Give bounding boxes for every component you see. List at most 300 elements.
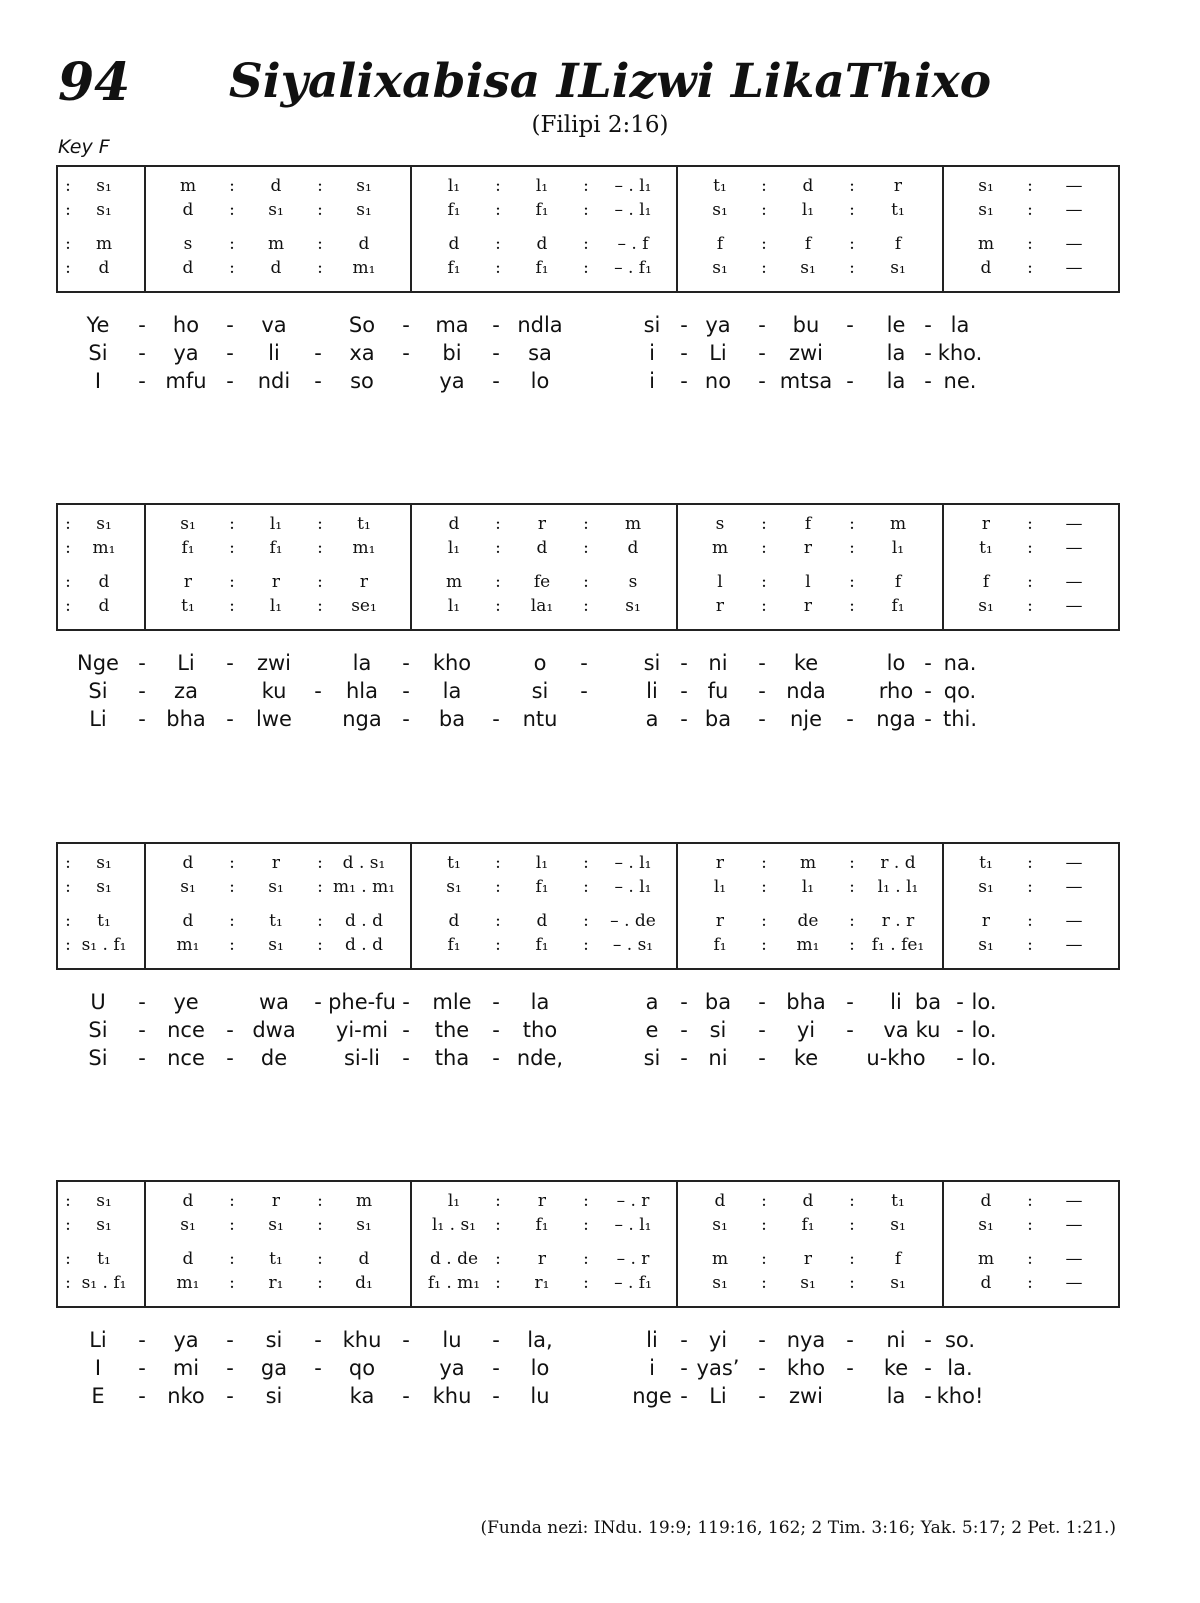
solfa-note: f₁ [535, 935, 549, 955]
beat-separator: : [317, 234, 323, 254]
beat-separator: : [1027, 853, 1033, 873]
lyric-syllable: phe-fu [328, 990, 396, 1014]
beat-separator: : [583, 538, 589, 558]
beat-separator: : [583, 200, 589, 220]
beat-separator: : [65, 514, 71, 534]
syllable-hyphen: - [402, 990, 410, 1014]
lyric-syllable: ku [915, 1018, 941, 1042]
lyric-syllable: lu [530, 1384, 550, 1408]
beat-separator: : [317, 877, 323, 897]
music-system [56, 1180, 1118, 1414]
lyric-line [56, 1044, 1116, 1072]
music-system [56, 842, 1118, 1076]
solfa-note: f [982, 572, 990, 592]
solfa-note: f₁ [801, 1215, 815, 1235]
solfa-note: l₁ [713, 877, 727, 897]
solfa-note: d [358, 1249, 370, 1269]
solfa-note: s₁ [180, 1215, 196, 1235]
lyric-syllable: nge [632, 1384, 672, 1408]
lyric-syllable: si-li [343, 1046, 381, 1070]
beat-separator: : [849, 877, 855, 897]
beat-separator: : [583, 1273, 589, 1293]
beat-separator: : [1027, 234, 1033, 254]
syllable-hyphen: - [402, 341, 410, 365]
lyric-syllable: Si [88, 1046, 108, 1070]
beat-separator: : [317, 596, 323, 616]
solfa-note: s₁ [446, 877, 462, 897]
syllable-hyphen: - [924, 1384, 932, 1408]
syllable-hyphen: - [314, 679, 322, 703]
syllable-hyphen: - [758, 679, 766, 703]
lyric-syllable: le [886, 313, 906, 337]
lyric-syllable: yas’ [696, 1356, 740, 1380]
beat-separator: : [761, 596, 767, 616]
beat-separator: : [65, 935, 71, 955]
lyric-line [56, 311, 1116, 339]
solfa-note: s [628, 572, 638, 592]
syllable-hyphen: - [758, 341, 766, 365]
beat-separator: : [65, 911, 71, 931]
lyric-syllable: ya [439, 1356, 465, 1380]
solfa-note: d . d [345, 935, 383, 955]
syllable-hyphen: - [758, 1356, 766, 1380]
solfa-note: l [717, 572, 723, 592]
syllable-hyphen: - [758, 651, 766, 675]
lyric-syllable: li [646, 679, 658, 703]
solfa-note: d [714, 1191, 726, 1211]
lyric-syllable: si [643, 1046, 661, 1070]
solfa-note: s₁ [268, 877, 284, 897]
voice-row [58, 537, 1118, 559]
lyric-line [56, 1016, 1116, 1044]
lyric-syllable: i [649, 341, 655, 365]
solfa-note: – . l₁ [614, 1215, 652, 1235]
solfa-note: f [894, 234, 902, 254]
syllable-hyphen: - [924, 1328, 932, 1352]
solfa-note: s₁ [890, 1273, 906, 1293]
beat-separator: : [849, 258, 855, 278]
beat-separator: : [317, 853, 323, 873]
solfa-note: r₁ [534, 1273, 550, 1293]
syllable-hyphen: - [492, 1328, 500, 1352]
syllable-hyphen: - [924, 707, 932, 731]
solfa-note: r₁ [268, 1273, 284, 1293]
beat-separator: : [229, 1273, 235, 1293]
syllable-hyphen: - [924, 313, 932, 337]
beat-separator: : [1027, 200, 1033, 220]
lyric-syllable: ma [435, 313, 469, 337]
beat-separator: : [761, 176, 767, 196]
lyric-syllable: la [886, 1384, 906, 1408]
lyric-syllable: bha [786, 990, 826, 1014]
beat-separator: : [65, 853, 71, 873]
syllable-hyphen: - [314, 1328, 322, 1352]
syllable-hyphen: - [226, 651, 234, 675]
solfa-note: s₁ . f₁ [81, 1273, 127, 1293]
solfa-note: l₁ [447, 596, 461, 616]
syllable-hyphen: - [924, 651, 932, 675]
solfa-note: d [536, 234, 548, 254]
solfa-note: – . f₁ [614, 258, 652, 278]
solfa-note: m₁ [176, 935, 200, 955]
syllable-hyphen: - [138, 1046, 146, 1070]
lyric-syllable: nya [786, 1328, 826, 1352]
lyric-syllable: ni [886, 1328, 906, 1352]
lyric-syllable: i [649, 369, 655, 393]
lyric-syllable: I [94, 1356, 102, 1380]
solfa-note: — [1065, 514, 1083, 534]
syllable-hyphen: - [402, 1384, 410, 1408]
lyric-syllable: ndla [517, 313, 563, 337]
beat-separator: : [65, 596, 71, 616]
beat-separator: : [761, 514, 767, 534]
beat-separator: : [761, 1249, 767, 1269]
solfa-note: d [182, 200, 194, 220]
lyric-syllable: si [643, 651, 661, 675]
lyric-syllable: si [531, 679, 549, 703]
solfa-note: la₁ [530, 596, 554, 616]
beat-separator: : [583, 572, 589, 592]
beat-separator: : [495, 234, 501, 254]
beat-separator: : [849, 234, 855, 254]
syllable-hyphen: - [846, 313, 854, 337]
solfa-note: m [711, 538, 729, 558]
lyric-syllable: yi [708, 1328, 728, 1352]
solfa-note: t₁ [97, 911, 111, 931]
beat-separator: : [495, 514, 501, 534]
lyric-syllable: tha [434, 1046, 470, 1070]
beat-separator: : [317, 514, 323, 534]
solfa-note: — [1065, 538, 1083, 558]
syllable-hyphen: - [402, 679, 410, 703]
solfa-note: t₁ [713, 176, 727, 196]
syllable-hyphen: - [138, 313, 146, 337]
solfa-note: — [1065, 1249, 1083, 1269]
beat-separator: : [229, 572, 235, 592]
solfa-note: f₁ [181, 538, 195, 558]
syllable-hyphen: - [680, 313, 688, 337]
lyric-syllable: mfu [165, 369, 207, 393]
beat-separator: : [583, 258, 589, 278]
lyric-syllable: la [530, 990, 550, 1014]
beat-separator: : [65, 572, 71, 592]
solfa-note: r [981, 911, 991, 931]
beat-separator: : [849, 911, 855, 931]
lyric-syllable: Nge [77, 651, 119, 675]
solfa-note: — [1065, 877, 1083, 897]
lyrics-block [56, 311, 1118, 399]
voice-row [58, 934, 1118, 956]
solfa-note: s₁ [978, 935, 994, 955]
solfa-note: m₁ [352, 258, 376, 278]
lyric-syllable: qo [348, 1356, 376, 1380]
lyric-syllable: ya [439, 369, 465, 393]
solfa-note: d [270, 258, 282, 278]
lyric-syllable: si [709, 1018, 727, 1042]
lyric-syllable: hla [345, 679, 378, 703]
beat-separator: : [1027, 877, 1033, 897]
beat-separator: : [1027, 1191, 1033, 1211]
solfa-note: – . l₁ [614, 877, 652, 897]
beat-separator: : [761, 572, 767, 592]
solfa-note: s₁ [356, 176, 372, 196]
solfa-note: t₁ [447, 853, 461, 873]
solfa-note: m [977, 1249, 995, 1269]
beat-separator: : [495, 853, 501, 873]
solfa-note: t₁ [979, 853, 993, 873]
voice-row [58, 1214, 1118, 1236]
solfa-note: d [98, 572, 110, 592]
solfa-note: d [270, 176, 282, 196]
syllable-hyphen: - [402, 707, 410, 731]
lyric-syllable: ke [883, 1356, 909, 1380]
voice-row [58, 571, 1118, 593]
beat-separator: : [495, 1191, 501, 1211]
beat-separator: : [849, 596, 855, 616]
solfa-note: s₁ [978, 200, 994, 220]
lyric-syllable: ho [172, 313, 200, 337]
solfa-note: f [716, 234, 724, 254]
beat-separator: : [495, 538, 501, 558]
lyric-syllable: ni [708, 651, 728, 675]
syllable-hyphen: - [492, 990, 500, 1014]
beat-separator: : [229, 877, 235, 897]
lyric-syllable: ya [705, 313, 731, 337]
lyric-syllable: e [645, 1018, 659, 1042]
solfa-note: m₁ [352, 538, 376, 558]
solfa-note: d [627, 538, 639, 558]
lyric-syllable: so. [944, 1328, 976, 1352]
solfa-note: s₁ [978, 596, 994, 616]
lyric-syllable: qo. [943, 679, 977, 703]
solfa-note: m [179, 176, 197, 196]
beat-separator: : [583, 514, 589, 534]
lyric-syllable: la [886, 341, 906, 365]
solfa-note: — [1065, 1273, 1083, 1293]
syllable-hyphen: - [138, 651, 146, 675]
lyric-line [56, 705, 1116, 733]
lyric-syllable: zwi [788, 1384, 824, 1408]
lyric-syllable: ni [708, 1046, 728, 1070]
solfa-note: m₁ [796, 935, 820, 955]
syllable-hyphen: - [924, 341, 932, 365]
beat-separator: : [317, 1249, 323, 1269]
beat-separator: : [65, 258, 71, 278]
syllable-hyphen: - [314, 369, 322, 393]
syllable-hyphen: - [680, 1384, 688, 1408]
solfa-note: d [980, 258, 992, 278]
solfa-note: s₁ [268, 935, 284, 955]
solfa-note: s₁ [356, 1215, 372, 1235]
solfa-note: d [182, 853, 194, 873]
beat-separator: : [229, 1215, 235, 1235]
lyric-syllable: za [174, 679, 198, 703]
syllable-hyphen: - [680, 651, 688, 675]
syllable-hyphen: - [138, 1328, 146, 1352]
beat-separator: : [495, 200, 501, 220]
lyric-syllable: ku [261, 679, 287, 703]
solfa-note: f₁ [447, 200, 461, 220]
solfa-note: m [267, 234, 285, 254]
solfa-note: r [715, 911, 725, 931]
lyric-syllable: mi [172, 1356, 200, 1380]
syllable-hyphen: - [138, 707, 146, 731]
lyric-syllable: kho! [936, 1384, 984, 1408]
solfa-note: l₁ [801, 200, 815, 220]
solfa-note: f₁ [447, 258, 461, 278]
solfa-note: m [711, 1249, 729, 1269]
syllable-hyphen: - [956, 990, 964, 1014]
syllable-hyphen: - [314, 341, 322, 365]
syllable-hyphen: - [758, 1328, 766, 1352]
lyric-syllable: yi-mi [335, 1018, 389, 1042]
solfa-note: – . l₁ [614, 176, 652, 196]
beat-separator: : [849, 1191, 855, 1211]
lyric-syllable: la [950, 313, 970, 337]
lyrics-block [56, 1326, 1118, 1414]
solfa-note: — [1065, 911, 1083, 931]
lyric-syllable: lo [886, 651, 906, 675]
syllable-hyphen: - [758, 707, 766, 731]
lyric-line [56, 1326, 1116, 1354]
solfa-note: r [803, 538, 813, 558]
beat-separator: : [1027, 572, 1033, 592]
beat-separator: : [229, 935, 235, 955]
lyric-syllable: ya [173, 341, 199, 365]
solfa-staff [56, 503, 1120, 631]
syllable-hyphen: - [138, 990, 146, 1014]
lyric-syllable: ba [438, 707, 466, 731]
beat-separator: : [761, 935, 767, 955]
key-signature: Key F [58, 136, 110, 158]
footer-references: (Funda nezi: INdu. 19:9; 119:16, 162; 2 Tim. 3:16; Yak. 5:17; 2 Pet. 1:21.) [480, 1518, 1116, 1538]
solfa-note: f [804, 234, 812, 254]
syllable-hyphen: - [846, 1356, 854, 1380]
solfa-note: l₁ [269, 514, 283, 534]
solfa-note: d [448, 514, 460, 534]
beat-separator: : [583, 1215, 589, 1235]
solfa-note: t₁ [891, 1191, 905, 1211]
solfa-note: f₁ [447, 935, 461, 955]
solfa-note: d [802, 1191, 814, 1211]
voice-row [58, 876, 1118, 898]
beat-separator: : [495, 935, 501, 955]
lyric-syllable: ya [173, 1328, 199, 1352]
beat-separator: : [65, 538, 71, 558]
syllable-hyphen: - [492, 313, 500, 337]
voice-row [58, 257, 1118, 279]
beat-separator: : [65, 176, 71, 196]
solfa-note: l₁ . l₁ [877, 877, 919, 897]
lyric-syllable: a [645, 707, 659, 731]
lyric-syllable: bha [166, 707, 206, 731]
solfa-note: t₁ [97, 1249, 111, 1269]
beat-separator: : [65, 1191, 71, 1211]
solfa-note: f [894, 1249, 902, 1269]
lyric-syllable: zwi [788, 341, 824, 365]
lyric-syllable: nce [167, 1046, 205, 1070]
lyric-syllable: lu [442, 1328, 462, 1352]
syllable-hyphen: - [758, 313, 766, 337]
solfa-note: f₁ [535, 200, 549, 220]
beat-separator: : [761, 853, 767, 873]
lyric-syllable: E [91, 1384, 105, 1408]
music-system [56, 165, 1118, 399]
solfa-note: r . d [880, 853, 916, 873]
lyric-syllable: zwi [256, 651, 292, 675]
solfa-note: d [980, 1273, 992, 1293]
syllable-hyphen: - [924, 1356, 932, 1380]
lyric-syllable: na. [943, 651, 977, 675]
beat-separator: : [583, 1191, 589, 1211]
syllable-hyphen: - [226, 1046, 234, 1070]
beat-separator: : [65, 877, 71, 897]
solfa-note: m [445, 572, 463, 592]
beat-separator: : [495, 258, 501, 278]
solfa-note: f [894, 572, 902, 592]
beat-separator: : [1027, 538, 1033, 558]
music-system [56, 503, 1118, 737]
lyric-syllable: nce [167, 1018, 205, 1042]
beat-separator: : [229, 258, 235, 278]
solfa-note: s₁ [978, 877, 994, 897]
syllable-hyphen: - [680, 1018, 688, 1042]
solfa-note: d [98, 258, 110, 278]
solfa-note: d . d [345, 911, 383, 931]
beat-separator: : [761, 1215, 767, 1235]
solfa-note: – . f₁ [614, 1273, 652, 1293]
beat-separator: : [317, 1215, 323, 1235]
solfa-note: l₁ . s₁ [431, 1215, 476, 1235]
syllable-hyphen: - [138, 341, 146, 365]
syllable-hyphen: - [314, 990, 322, 1014]
beat-separator: : [495, 572, 501, 592]
lyric-line [56, 339, 1116, 367]
syllable-hyphen: - [226, 1356, 234, 1380]
lyric-syllable: lo. [971, 990, 997, 1014]
solfa-note: m₁ [92, 538, 116, 558]
solfa-note: d₁ [355, 1273, 373, 1293]
syllable-hyphen: - [492, 369, 500, 393]
lyric-syllable: o [533, 651, 547, 675]
solfa-note: d [802, 176, 814, 196]
lyric-syllable: Si [88, 341, 108, 365]
syllable-hyphen: - [580, 679, 588, 703]
beat-separator: : [317, 572, 323, 592]
lyric-line [56, 677, 1116, 705]
solfa-note: d [536, 911, 548, 931]
solfa-note: r [271, 572, 281, 592]
beat-separator: : [1027, 514, 1033, 534]
syllable-hyphen: - [846, 990, 854, 1014]
beat-separator: : [849, 572, 855, 592]
solfa-note: — [1065, 853, 1083, 873]
beat-separator: : [229, 176, 235, 196]
beat-separator: : [229, 911, 235, 931]
beat-separator: : [583, 1249, 589, 1269]
syllable-hyphen: - [680, 1046, 688, 1070]
beat-separator: : [849, 176, 855, 196]
syllable-hyphen: - [580, 651, 588, 675]
solfa-note: t₁ [891, 200, 905, 220]
solfa-note: s₁ [890, 1215, 906, 1235]
lyric-line [56, 1382, 1116, 1410]
lyric-syllable: no [704, 369, 732, 393]
solfa-note: s₁ [800, 1273, 816, 1293]
solfa-note: — [1065, 234, 1083, 254]
solfa-note: m₁ [176, 1273, 200, 1293]
solfa-note: s₁ . f₁ [81, 935, 127, 955]
